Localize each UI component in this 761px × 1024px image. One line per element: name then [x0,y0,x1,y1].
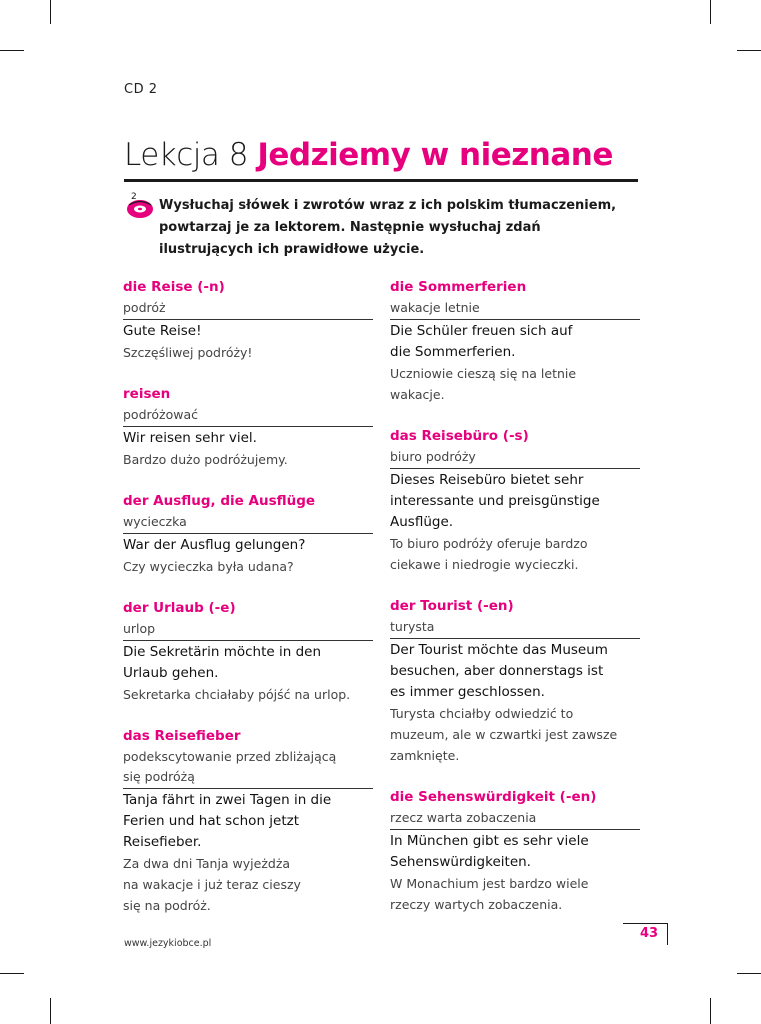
page-title [124,136,613,174]
vocabulary-column-right [390,276,640,935]
vocabulary-word: der Ausflug, die Ausflüge [123,493,316,509]
title-divider [124,179,638,182]
word-translation: biuro podróży [390,447,640,469]
example-translation: muzeum, ale w czwartki jest zawsze [390,727,618,742]
crop-mark [50,0,51,24]
example-sentence: Gute Reise! [123,323,202,339]
vocabulary-word: die Sommerferien [390,279,527,295]
example-sentence: Reisefieber. [123,834,202,850]
example-translation: Szczęśliwej podróży! [123,345,253,360]
example-translation: rzeczy wartych zobaczenia. [390,897,563,912]
vocabulary-entry [123,276,373,363]
word-translation: wakacje letnie [390,298,640,320]
example-translation: Uczniowie cieszą się na letnie [390,366,577,381]
example-translation: Bardzo dużo podróżujemy. [123,452,288,467]
word-translation: podróż [123,298,373,320]
example-sentence: Die Sekretärin möchte in den [123,644,322,660]
vocabulary-entry [390,786,640,915]
vocabulary-entry [123,490,373,577]
example-translation: wakacje. [390,387,445,402]
example-translation: W Monachium jest bardzo wiele [390,876,589,891]
example-translation: ciekawe i niedrogie wycieczki. [390,557,579,572]
example-sentence: Dieses Reisebüro bietet sehr [390,472,584,488]
example-translation: na wakacje i już teraz cieszy [123,877,301,892]
word-translation: wycieczka [123,512,373,534]
example-translation: Turysta chciałby odwiedzić to [390,706,574,721]
word-translation-line: podekscytowanie przed zbliżającą [123,749,337,764]
crop-mark [710,0,711,24]
example-sentence: Urlaub gehen. [123,665,219,681]
crop-mark [0,50,24,51]
cd-label: CD 2 [124,82,158,97]
vocabulary-word: der Tourist (-en) [390,598,514,614]
example-sentence: In München gibt es sehr viele [390,833,589,849]
crop-mark [737,973,761,974]
page-number-rule [667,923,668,945]
example-translation: Za dwa dni Tanja wyjeżdża [123,856,291,871]
example-sentence: Der Tourist möchte das Museum [390,642,608,658]
website-url[interactable]: www.jezykiobce.pl [124,938,212,949]
vocabulary-entry [123,383,373,470]
word-translation: rzecz warta zobaczenia [390,808,640,830]
page-number-rule [623,923,668,924]
example-sentence: Wir reisen sehr viel. [123,430,257,446]
example-sentence: Die Schüler freuen sich auf [390,323,573,339]
example-translation: zamknięte. [390,748,460,763]
crop-mark [0,973,24,974]
word-translation: podróżować [123,405,373,427]
example-translation: się na podróż. [123,898,211,913]
vocabulary-word: reisen [123,386,171,402]
example-sentence: interessante und preisgünstige [390,493,600,509]
cd-audio-icon[interactable] [125,190,155,220]
example-sentence: War der Ausflug gelungen? [123,537,306,553]
example-sentence: Ferien und hat schon jetzt [123,813,300,829]
vocabulary-entry [123,725,373,916]
vocabulary-entry [390,425,640,575]
example-sentence: Sehenswürdigkeiten. [390,854,531,870]
crop-mark [737,50,761,51]
cd-track-number: 2 [131,192,137,202]
vocabulary-word: die Reise (-n) [123,279,225,295]
word-translation-line: się podróżą [123,769,195,784]
crop-mark [50,998,51,1024]
vocabulary-word: die Sehenswürdigkeit (-en) [390,789,597,805]
vocabulary-entry [390,276,640,405]
vocabulary-word: das Reisebüro (-s) [390,428,529,444]
word-translation: urlop [123,619,373,641]
page-number: 43 [640,926,659,941]
vocabulary-column-left [123,276,373,936]
vocabulary-entry [390,595,640,766]
example-sentence: besuchen, aber donnerstags ist [390,663,604,679]
example-sentence: Tanja fährt in zwei Tagen in die [123,792,332,808]
instruction-text: Wysłuchaj słówek i zwrotów wraz z ich polskim tłumaczeniem, powtarzaj je za lektorem. Następnie wysłuchaj zdań ilustrujących ich prawidłowe użycie. [159,198,617,257]
word-translation: turysta [390,617,640,639]
example-translation: To biuro podróży oferuje bardzo [390,536,588,551]
lesson-topic: Jedziemy w nieznane [257,137,613,173]
example-sentence: die Sommerferien. [390,344,516,360]
vocabulary-word: das Reisefieber [123,728,241,744]
vocabulary-word: der Urlaub (-e) [123,600,236,616]
example-sentence: es immer geschlossen. [390,684,545,700]
example-translation: Sekretarka chciałaby pójść na urlop. [123,687,351,702]
example-sentence: Ausflüge. [390,514,454,530]
lesson-number: Lekcja 8 [124,137,248,173]
word-translation [123,747,373,789]
example-translation: Czy wycieczka była udana? [123,559,294,574]
crop-mark [710,998,711,1024]
vocabulary-entry [123,597,373,705]
